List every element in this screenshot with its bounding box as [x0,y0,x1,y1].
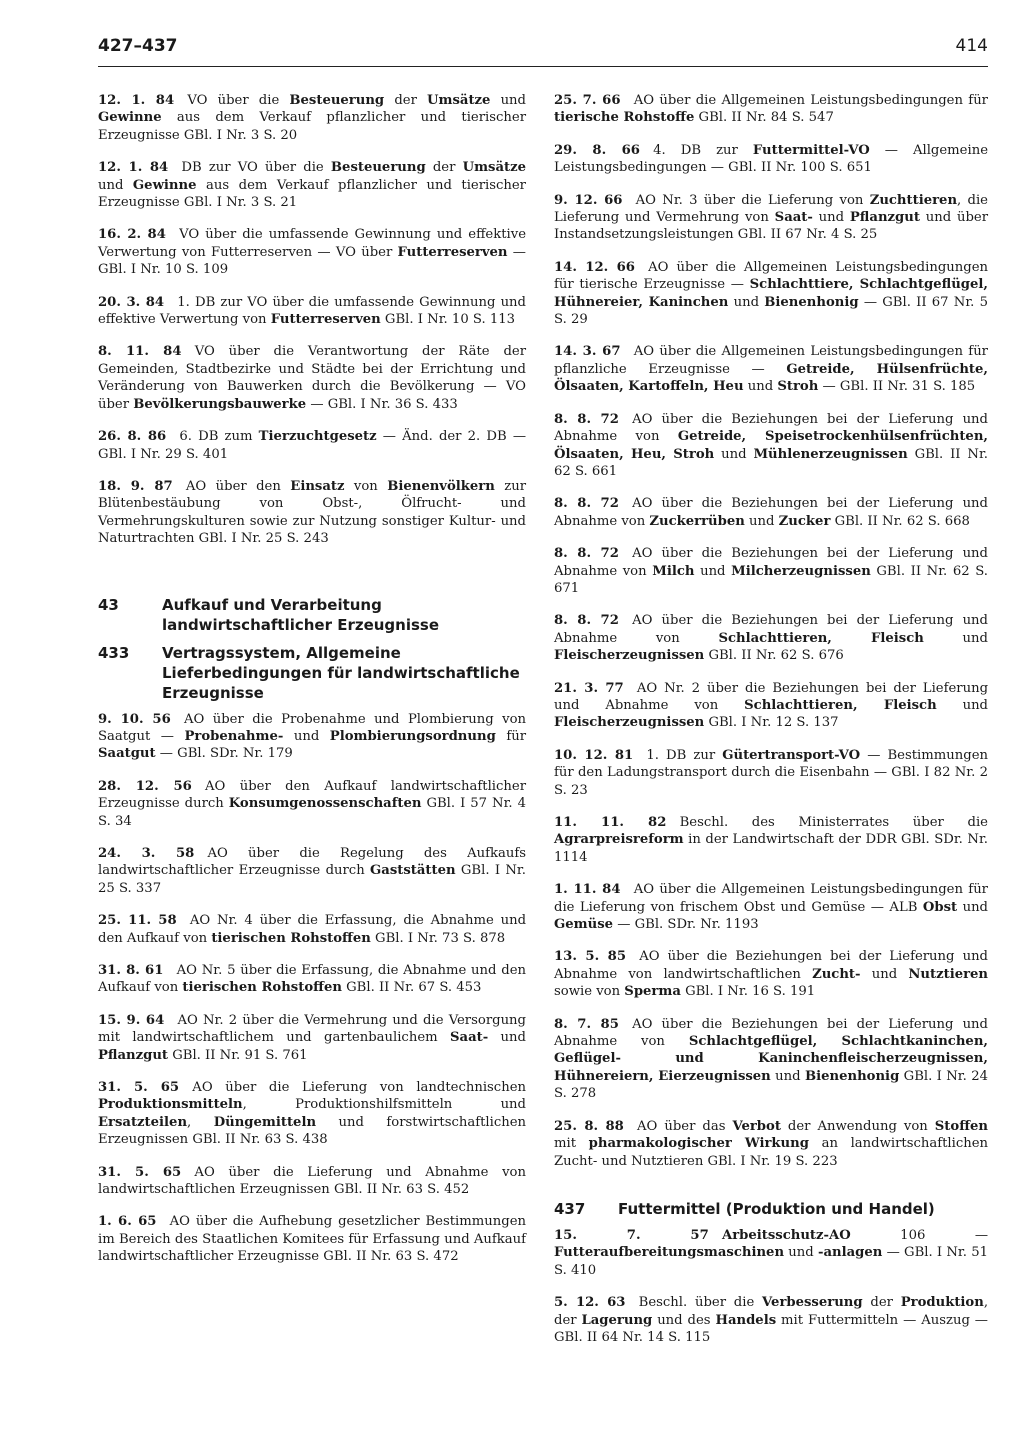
entry-text: AO über das Verbot der Anwendung von Stoffen mit pharmakologischer Wirkung an landwirtschaftlichen Zucht- und Nutztieren GBl. I Nr. 19 S. 223 [554,1118,989,1169]
entry-list-433 [98,711,526,1266]
entry-text: DB zur VO über die Besteuerung der Umsätze und Gewinne aus dem Verkauf pflanzlicher und tierischer Erzeugnisse GBl. I Nr. 3 S. 21 [98,160,526,211]
entry-text: AO über den Aufkauf landwirtschaftlicher Erzeugnisse durch Konsumgenossenschaften GBl. I 57 Nr. 4 S. 34 [98,778,527,829]
entry-text: AO über die Lieferung von landtechnischen Produktionsmitteln, Produktionshilfsmitteln und Ersatzteilen, Düngemitteln und forstwirtschaftlichen Erzeugnissen GBl. II Nr. 63 S. 438 [98,1080,526,1148]
section-number: 43 [98,595,119,614]
section-title: Aufkauf und Verarbeitung landwirtschaftlicher Erzeugnisse [162,595,440,634]
entry-text: AO über die Aufhebung gesetzlicher Bestimmungen im Bereich des Staatlichen Komitees für Erfassung und Aufkauf landwirtschaftlicher Erzeugnisse GBl. II Nr. 63 S. 472 [98,1214,526,1265]
law-entry [98,159,526,211]
law-entry [554,1227,988,1279]
section-title: Vertragssystem, Allgemeine Lieferbedingungen für landwirtschaftliche Erzeugnisse [162,643,520,702]
entry-text: AO Nr. 2 über die Vermehrung und die Versorgung mit landwirtschaftlichem und gartenbaulichem Saat- und Pflanzgut GBl. II Nr. 91 S. 761 [98,1012,526,1063]
law-entry [98,1164,526,1199]
entry-date: 18. 9. 87 [98,478,173,494]
section-title: Futtermittel (Produktion und Handel) [618,1199,935,1218]
law-entry [554,1118,988,1170]
entry-text: AO über die Beziehungen bei der Lieferung und Abnahme von Milch und Milcherzeugnissen GBl. II Nr. 62 S. 671 [554,546,988,596]
law-entry [98,1079,526,1149]
entry-text: AO über die Beziehungen bei der Lieferung und Abnahme von landwirtschaftlichen Zucht- und Nutztieren sowie von Sperma GBl. I Nr. 16 S. 191 [554,949,989,1000]
entry-text: AO über die Beziehungen bei der Lieferung und Abnahme von Schlachtgeflügel, Schlachtkaninchen, Geflügel- und Kaninchenfleischerzeugnissen, Hühnereiern, Eierzeugnissen und Bienenhonig GBl. I Nr. 24 S. 278 [554,1016,989,1102]
law-entry [98,226,526,278]
entry-date: 12. 1. 84 [98,160,169,176]
entry-date: 14. 12. 66 [554,259,635,275]
section-heading-433 [98,643,526,703]
entry-text: AO über die Allgemeinen Leistungsbedingungen für pflanzliche Erzeugnisse — Getreide, Hülsenfrüchte, Ölsaaten, Kartoffeln, Heu und Stroh — GBl. II Nr. 31 S. 185 [554,344,989,395]
entry-text: AO Nr. 4 über die Erfassung, die Abnahme und den Aufkauf von tierischen Rohstoffen GBl. I Nr. 73 S. 878 [98,913,527,946]
law-entry [554,259,988,329]
entry-date: 12. 1. 84 [98,93,175,108]
section-number: 437 [554,1199,586,1218]
law-entry [98,92,526,144]
entry-date: 15. 9. 64 [98,1012,165,1028]
entry-date: 31. 8. 61 [98,963,164,978]
law-entry [98,343,526,413]
law-entry [98,778,526,830]
entry-date: 13. 5. 85 [554,949,627,965]
entry-date: 25. 7. 66 [554,93,621,108]
law-entry [554,495,988,530]
entry-date: 11. 11. 82 [554,815,667,830]
law-entry [554,881,988,933]
entry-date: 25. 11. 58 [98,913,177,929]
section-number: 433 [98,643,130,662]
law-entry [98,478,526,548]
entry-text: 6. DB zum Tierzuchtgesetz — Änd. der 2. DB — GBl. I Nr. 29 S. 401 [98,429,527,462]
entry-text: AO Nr. 5 über die Erfassung, die Abnahme und den Aufkauf von tierischen Rohstoffen GBl. II Nr. 67 S. 453 [98,963,526,996]
law-entry [98,428,526,463]
entry-text: AO über die Allgemeinen Leistungsbedingungen für tierische Erzeugnisse — Schlachttiere, Schlachtgeflügel, Hühnereier, Kaninchen und Bienenhonig — GBl. II 67 Nr. 5 S. 29 [554,259,989,328]
entry-date: 15. 7. 57 [554,1227,709,1243]
section-heading-43 [98,595,526,635]
law-entry [554,1294,988,1346]
law-entry [554,747,988,799]
entry-date: 25. 8. 88 [554,1118,624,1134]
entry-date: 8. 7. 85 [554,1016,619,1032]
entry-text: AO über die Allgemeinen Leistungsbedingungen für die Lieferung von frischem Obst und Gemüse — ALB Obst und Gemüse — GBl. SDr. Nr. 1193 [554,882,988,933]
law-entry [554,92,988,127]
law-entry [98,912,526,947]
entry-text: 1. DB zur Gütertransport-VO — Bestimmungen für den Ladungstransport durch die Eisenbahn — GBl. I 82 Nr. 2 S. 23 [554,747,989,798]
entry-list-433-continued [554,92,988,1170]
law-entry [554,343,988,395]
page-number: 414 [955,36,988,56]
law-entry [554,814,988,866]
law-entry [98,711,526,763]
entry-date: 1. 6. 65 [98,1214,157,1230]
entry-text: VO über die umfassende Gewinnung und effektive Verwertung von Futterreserven — VO über Futterreserven — GBl. I Nr. 10 S. 109 [98,227,526,278]
entry-date: 20. 3. 84 [98,294,165,310]
page-header [98,36,988,67]
law-entry [98,962,526,997]
law-entry [98,845,526,897]
law-entry [554,1016,988,1103]
entry-text: AO über den Einsatz von Bienenvölkern zur Blütenbestäubung von Obst-, Ölfrucht- und Vermehrungskulturen sowie zur Nutzung sonstiger Kultur- und Naturtrachten GBl. I Nr. 25 S. 243 [98,478,527,547]
law-entry [98,1012,526,1064]
entry-date: 24. 3. 58 [98,845,195,861]
entry-date: 8. 8. 72 [554,411,619,427]
entry-date: 8. 8. 72 [554,613,619,629]
entry-date: 9. 12. 66 [554,192,623,208]
law-entry [554,192,988,244]
law-entry [554,545,988,597]
entry-date: 5. 12. 63 [554,1295,626,1311]
entry-text: AO über die Beziehungen bei der Lieferung und Abnahme von Getreide, Speisetrockenhülsenfrüchten, Ölsaaten, Heu, Stroh und Mühlenerzeugnissen GBl. II Nr. 62 S. 661 [554,411,988,479]
entry-text: AO über die Lieferung und Abnahme von landwirtschaftlichen Erzeugnissen GBl. II Nr. 63 S. 452 [98,1164,526,1198]
entry-text: AO über die Beziehungen bei der Lieferung und Abnahme von Schlachttieren, Fleisch und Fleischerzeugnissen GBl. II Nr. 62 S. 676 [554,613,988,664]
entry-date: 8. 11. 84 [98,344,182,360]
entry-text: AO über die Probenahme und Plombierung von Saatgut — Probenahme- und Plombierungsordnung für Saatgut — GBl. SDr. Nr. 179 [98,711,527,762]
entry-date: 16. 2. 84 [98,227,166,243]
entry-date: 8. 8. 72 [554,496,619,512]
entry-text: AO Nr. 2 über die Beziehungen bei der Lieferung und Abnahme von Schlachttieren, Fleisch und Fleischerzeugnissen GBl. I Nr. 12 S. 137 [554,680,989,731]
entry-date: 1. 11. 84 [554,882,621,898]
entry-date: 31. 5. 65 [98,1080,180,1096]
entry-list-424 [98,92,526,548]
entry-date: 29. 8. 66 [554,142,640,158]
entry-date: 8. 8. 72 [554,546,619,562]
entry-date: 31. 5. 65 [98,1164,182,1180]
law-entry [554,948,988,1000]
entry-text: AO über die Beziehungen bei der Lieferung und Abnahme von Zuckerrüben und Zucker GBl. II Nr. 62 S. 668 [554,496,988,529]
entry-list-437 [554,1227,988,1346]
right-column [554,92,988,1361]
entry-text: AO über die Allgemeinen Leistungsbedingungen für tierische Rohstoffe GBl. II Nr. 84 S. 547 [554,93,988,126]
law-entry [554,411,988,481]
law-entry [554,680,988,732]
entry-date: 14. 3. 67 [554,344,621,360]
entry-date: 9. 10. 56 [98,711,171,727]
entry-text: Arbeitsschutz-AO 106 — Futteraufbereitungsmaschinen und -anlagen — GBl. I Nr. 51 S. 410 [554,1227,989,1278]
entry-text: VO über die Besteuerung der Umsätze und Gewinne aus dem Verkauf pflanzlicher und tierischer Erzeugnisse GBl. I Nr. 3 S. 20 [98,93,526,143]
section-heading-437 [554,1199,988,1219]
law-entry [98,294,526,329]
law-entry [554,612,988,664]
entry-date: 21. 3. 77 [554,680,624,696]
entry-date: 10. 12. 81 [554,747,634,763]
entry-text: AO über die Regelung des Aufkaufs landwirtschaftlicher Erzeugnisse durch Gaststätten GBl. I Nr. 25 S. 337 [98,845,526,896]
section-range: 427–437 [98,36,178,56]
entry-text: 4. DB zur Futtermittel-VO — Allgemeine Leistungsbedingungen — GBl. II Nr. 100 S. 651 [554,142,988,176]
entry-date: 28. 12. 56 [98,778,192,794]
entry-text: AO Nr. 3 über die Lieferung von Zuchttieren, die Lieferung und Vermehrung von Saat- und Pflanzgut und über Instandsetzungsleistungen GBl. II 67 Nr. 4 S. 25 [554,192,988,243]
entry-text: Beschl. über die Verbesserung der Produktion, der Lagerung und des Handels mit Futtermitteln — Auszug — GBl. II 64 Nr. 14 S. 115 [554,1295,989,1345]
entry-date: 26. 8. 86 [98,429,167,445]
law-entry [98,1213,526,1265]
entry-text: 1. DB zur VO über die umfassende Gewinnung und effektive Verwertung von Futterreserven GBl. I Nr. 10 S. 113 [98,294,526,328]
entry-text: VO über die Verantwortung der Räte der Gemeinden, Stadtbezirke und Städte bei der Errichtung und Veränderung von Bauwerken durch die Bevölkerung — VO über Bevölkerungsbauwerke — GBl. I Nr. 36 S. 433 [98,344,526,412]
entry-text: Beschl. des Ministerrates über die Agrarpreisreform in der Landwirtschaft der DDR GBl. SDr. Nr. 1114 [554,815,988,865]
law-entry [554,142,988,177]
left-column [98,92,526,1281]
